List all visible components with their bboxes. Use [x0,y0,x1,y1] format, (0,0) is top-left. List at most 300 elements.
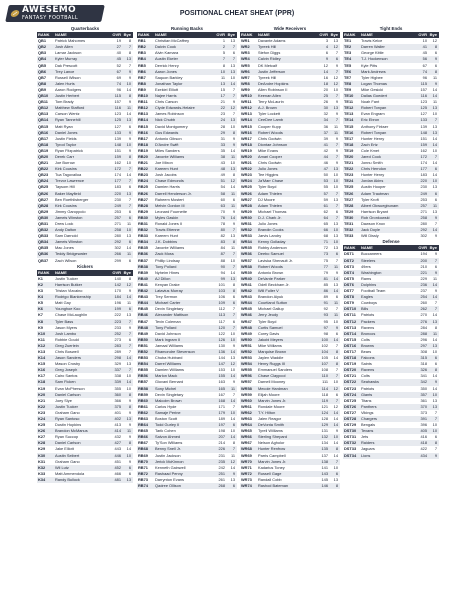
rank-cell: TE26 [344,190,354,196]
name-cell: Ryan Tannehill [55,117,81,123]
ovr-cell: 82 [220,233,225,239]
bye-cell: 7 [335,214,338,220]
bye-cell: 10 [126,452,131,458]
bye-cell: 12 [333,80,338,86]
rank-cell: K24 [38,416,46,421]
name-cell: Nick Chubb [155,117,176,123]
bye-cell: 14 [333,440,338,446]
ovr-cell: 110 [321,373,328,379]
name-cell: Texans [361,428,374,434]
ovr-cell: 144 [218,355,225,361]
name-cell: 49ers [361,263,371,269]
rank-cell: RB52 [138,348,148,354]
rank-cell: K15 [38,361,46,367]
rank-header: RANK [38,32,50,38]
name-cell: Cairo Santos [55,373,78,379]
bye-cell: 10 [432,178,437,184]
rank-cell: RB51 [138,342,148,348]
section-title-wide-receivers: Wide Receivers [240,26,340,32]
bye-cell: 10 [126,385,131,391]
ovr-cell: 196 [114,300,121,306]
bye-cell: 10 [432,391,437,397]
bye-cell: 6 [335,330,338,336]
bye-cell: 14 [333,336,338,342]
ovr-cell: 88 [220,257,225,263]
ovr-cell: 105 [321,355,328,361]
ovr-cell: 32 [323,111,328,117]
rank-cell: TE9 [344,86,352,92]
bye-cell: 9 [434,379,437,385]
rank-cell: WR70 [241,458,252,464]
name-cell: Matt Ryan [55,123,73,129]
rank-cell: RB2 [138,44,146,50]
bye-cell: 13 [230,68,235,74]
rank-cell: RB48 [138,324,148,330]
rank-cell: DST32 [344,440,357,446]
ovr-cell: 44 [323,153,328,159]
rank-cell: TE22 [344,166,354,172]
bye-cell: 10 [230,330,235,336]
name-cell: Giovani Bernard [155,379,184,385]
name-cell: Kareem Hunt [155,166,178,172]
section-title-defense: Defense [343,239,439,245]
ovr-cell: 396 [420,422,427,428]
name-cell: Vikings [361,409,374,415]
name-cell: Dolphins [361,281,377,287]
name-cell: Rams [361,275,372,281]
ovr-cell: 139 [114,135,121,141]
ovr-cell: 229 [420,275,427,281]
name-cell: Robby Anderson [258,245,287,251]
bye-cell: 10 [333,172,338,178]
ovr-cell: 38 [220,153,225,159]
bye-cell: 12 [230,178,235,184]
rank-cell: TE31 [344,221,354,226]
ovr-cell: 315 [420,355,427,361]
name-cell: Tyler Bass [55,318,74,324]
ovr-cell: 170 [114,288,121,294]
bye-cell: 7 [335,257,338,263]
bye-cell: 14 [230,184,235,190]
bye-cell: 10 [126,80,131,86]
bye-cell: 8 [232,129,235,135]
bye-cell: 9 [128,434,131,440]
bye-cell: 13 [333,105,338,111]
rank-cell: DST12 [344,318,357,324]
rank-cell: WR42 [241,288,252,294]
rank-cell: K28 [38,440,46,446]
bye-cell: 7 [232,391,235,397]
ovr-cell: 183 [420,172,427,178]
ovr-cell: 147 [218,361,225,367]
bye-cell: 14 [432,135,437,141]
rank-cell: RB12 [138,105,148,111]
ovr-cell: 148 [420,129,427,135]
te-list [343,38,439,239]
rank-cell: WR9 [241,86,250,92]
bye-cell: 7 [128,342,131,348]
ovr-cell: 96 [116,86,121,92]
rank-cell: RB29 [138,208,148,214]
bye-cell: 7 [434,416,437,421]
rank-cell: WR5 [241,62,250,68]
ovr-cell: 253 [114,208,121,214]
rank-cell: RB63 [138,416,148,421]
name-cell: Matt Ammendola [55,470,85,476]
name-cell: Randall Cobb [258,476,282,482]
bye-cell: 14 [230,397,235,403]
ovr-cell: 252 [114,330,121,336]
ovr-cell: 99 [220,275,225,281]
page-title: POSITIONAL CHEAT SHEAT (PPR) [179,10,295,17]
name-cell: Rodrigo Blankenship [55,294,91,300]
rank-cell: RB30 [138,214,148,220]
bye-cell: 6 [128,257,131,263]
ovr-cell: 292 [114,239,121,245]
ovr-cell: 78 [220,221,225,226]
bye-cell: 6 [434,50,437,56]
bye-cell: 10 [432,422,437,428]
ovr-cell: 391 [420,416,427,421]
ovr-cell: 41 [422,44,427,50]
name-cell: A.J. Brown [258,105,277,111]
rank-cell: WR67 [241,440,252,446]
bye-cell: 7 [128,348,131,354]
bye-cell: 7 [232,93,235,99]
name-cell: Nelson Agholor [258,440,285,446]
rank-cell: DST29 [344,422,357,428]
rank-cell: TE8 [344,80,352,86]
name-cell: Ronald Jones II [155,221,183,226]
ovr-cell: 83 [220,239,225,245]
ovr-cell: 139 [420,123,427,129]
rank-cell: RB20 [138,153,148,159]
rank-cell: QB34 [38,239,49,245]
bye-cell: 14 [126,355,131,361]
name-cell: Chris Godwin [258,135,282,141]
bye-cell: 12 [230,458,235,464]
bye-cell: 8 [434,440,437,446]
ovr-cell: 299 [114,257,121,263]
bye-cell: 8 [232,172,235,178]
ovr-cell: 260 [420,300,427,306]
name-cell: Chuba Hubbard [155,355,183,361]
bye-cell: 7 [335,202,338,208]
bye-cell: 6 [128,184,131,190]
bye-cell: 6 [434,62,437,68]
name-header: NAME [155,32,167,38]
ovr-cell: 184 [114,294,121,300]
rank-cell: RB74 [138,483,148,489]
name-cell: Marquise Brown [258,348,287,354]
bye-cell: 10 [230,74,235,80]
bye-cell: 13 [126,361,131,367]
bye-cell: 11 [230,385,235,391]
name-cell: Odell Beckham Jr. [258,281,290,287]
name-cell: Saints [361,361,372,367]
rank-cell: K16 [38,367,46,373]
name-cell: Dawson Knox [361,221,386,226]
name-cell: Evan McPherson [55,385,85,391]
name-cell: Panthers [361,403,377,409]
bye-cell: 11 [333,129,338,135]
rank-cell: WR41 [241,281,252,287]
name-cell: Melvin Gordon III [155,202,185,208]
ovr-cell: 72 [323,245,328,251]
name-cell: Antonio Gibson [155,135,182,141]
bye-cell: 10 [333,464,338,470]
name-cell: Derrick Henry [155,62,179,68]
bye-cell: 9 [128,422,131,428]
name-cell: Drew Lock [55,221,74,226]
name-cell: Carson Wentz [55,111,80,117]
rank-cell: RB7 [138,74,146,80]
name-cell: Phillip Lindsay [155,257,180,263]
name-cell: Kirk Cousins [55,202,77,208]
name-cell: Mike Williams [258,342,282,348]
rank-cell: DST10 [344,306,357,312]
name-cell: Devin Singletary [155,306,184,312]
bye-cell: 13 [432,403,437,409]
bye-cell: 8 [434,324,437,330]
bye-cell: 7 [128,367,131,373]
ovr-cell: 296 [420,336,427,342]
name-cell: Dallas Goedert [361,93,387,99]
bye-cell: 7 [335,117,338,123]
bye-cell: 13 [333,38,338,44]
name-cell: Daniel Jones [55,129,78,135]
name-cell: Robert Woods [258,263,283,269]
rank-cell: DST33 [344,446,357,452]
bye-cell: 7 [434,446,437,452]
rank-cell: DST30 [344,428,357,434]
name-cell: Henry Ruggs III [258,361,286,367]
name-cell: Eagles [361,294,373,300]
name-cell: Josh Lambo [55,330,77,336]
bye-cell: 6 [335,391,338,397]
ovr-cell: 15 [220,86,225,92]
name-cell: Parris Campbell [258,452,286,458]
bye-cell: 13 [432,318,437,324]
ovr-cell: 283 [114,342,121,348]
bye-cell: 13 [432,105,437,111]
ovr-cell: 106 [218,294,225,300]
rank-cell: QB28 [38,202,49,208]
ovr-cell: 124 [321,409,328,415]
bye-cell: 11 [432,99,437,105]
ovr-cell: 271 [420,208,427,214]
ovr-cell: 84 [220,245,225,251]
ovr-cell: 258 [420,214,427,220]
name-cell: Michael Thomas [258,208,287,214]
bye-cell: 11 [230,190,235,196]
rank-cell: RB39 [138,269,148,275]
name-cell: T.Y. Hilton [258,409,276,415]
bye-cell: 6 [335,208,338,214]
ovr-cell: 342 [420,379,427,385]
rank-cell: WR3 [241,50,250,56]
rank-cell: DST28 [344,416,357,421]
ovr-cell: 96 [422,74,427,80]
name-cell: Damien Harris [155,184,180,190]
ovr-cell: 257 [420,202,427,208]
bye-cell: 7 [232,403,235,409]
name-cell: Rondale Moore [258,403,285,409]
bye-cell: 7 [232,86,235,92]
rank-cell: WR30 [241,214,252,220]
bye-cell: 12 [230,361,235,367]
ovr-cell: 60 [220,196,225,202]
rank-cell: TE14 [344,117,354,123]
name-cell: Corey Davis [258,330,280,336]
rank-cell: WR64 [241,422,252,428]
name-cell: Brandon Aiyuk [258,294,284,300]
ovr-cell: 253 [420,196,427,202]
rank-cell: WR53 [241,355,252,361]
ovr-cell: 140 [114,275,121,281]
ovr-cell: 280 [114,233,121,239]
ovr-cell: 413 [114,422,121,428]
ovr-cell: 30 [323,105,328,111]
rank-cell: TE23 [344,172,354,178]
bye-cell: 8 [335,361,338,367]
rank-cell: RB5 [138,62,146,68]
name-cell: Colts [361,336,370,342]
ovr-cell: 1 [222,38,225,44]
ovr-cell: 2 [222,44,225,50]
name-cell: Chris Herndon [361,166,387,172]
ovr-cell: 370 [420,403,427,409]
ovr-cell: 93 [323,312,328,318]
bye-cell: 9 [335,269,338,275]
rank-cell: QB13 [38,111,49,117]
name-cell: Taysom Hill [55,184,75,190]
name-cell: CeeDee Lamb [258,117,284,123]
bye-cell: 7 [128,330,131,336]
rank-cell: WR34 [241,239,252,245]
name-header: NAME [361,245,373,251]
rank-cell: WR20 [241,153,252,159]
bye-cell: 8 [128,275,131,281]
name-cell: Bills [361,306,369,312]
name-cell: Seahawks [361,379,379,385]
ovr-cell: 121 [321,403,328,409]
ovr-cell: 157 [420,86,427,92]
name-cell: Curtis Samuel [258,324,283,330]
rank-cell: RB11 [138,99,148,105]
rank-cell: DST7 [344,288,354,294]
ovr-cell: 134 [321,440,328,446]
rank-cell: RB68 [138,446,148,452]
bye-cell: 14 [333,275,338,281]
name-cell: T.J. Hockenson [361,56,388,62]
name-cell: Joe Burrow [55,160,75,166]
section-title-tight-ends: Tight Ends [343,26,439,32]
name-cell: Courtland Sutton [258,300,288,306]
ovr-cell: 257 [114,214,121,220]
name-cell: Tyreek Hill [258,74,277,80]
name-cell: Colts [361,373,370,379]
ovr-cell: 292 [420,227,427,233]
bye-cell: 9 [335,99,338,105]
rank-cell: K22 [38,403,46,409]
ovr-cell: 159 [114,153,121,159]
ovr-cell: 198 [218,428,225,434]
rank-cell: QB20 [38,153,49,159]
name-cell: Diontae Johnson [258,141,288,147]
rank-cell: WR7 [241,74,250,80]
bye-cell: 8 [128,153,131,159]
bye-cell: 14 [126,86,131,92]
name-cell: Calvin Ridley [258,56,281,62]
ovr-cell: 35 [220,147,225,153]
rank-cell: WR21 [241,160,252,166]
bye-cell: 6 [232,50,235,56]
rank-cell: WR60 [241,397,252,403]
rank-cell: QB14 [38,117,49,123]
bye-cell: 14 [333,355,338,361]
bye-cell: 13 [230,62,235,68]
bye-cell: 10 [432,428,437,434]
bye-cell: 11 [333,263,338,269]
ovr-cell: 102 [321,342,328,348]
rank-cell: RB71 [138,464,148,470]
bye-cell: 7 [232,312,235,318]
name-cell: Brandin Cooks [258,227,284,233]
bye-cell: 13 [230,166,235,172]
name-cell: Aaron Jones [155,68,177,74]
ovr-cell: 40 [116,50,121,56]
rank-cell: WR10 [241,93,252,99]
rank-cell: QB6 [38,68,46,74]
name-header: NAME [55,32,67,38]
rank-cell: QB9 [38,86,46,92]
name-cell: Albert Okwuegbunam [361,202,399,208]
ovr-cell: 16 [323,74,328,80]
ovr-cell: 194 [420,251,427,257]
name-cell: Christian McCaffrey [155,38,190,44]
ovr-cell: 70 [220,208,225,214]
name-cell: Mark Andrews [361,68,386,74]
ovr-cell: 466 [114,470,121,476]
rank-cell: DST22 [344,379,357,385]
name-cell: Terry McLaurin [258,99,284,105]
bye-cell: 9 [335,62,338,68]
bye-cell: 13 [230,38,235,44]
ovr-cell: 151 [114,147,121,153]
rank-cell: WR36 [241,251,252,257]
name-cell: Mason Crosby [55,361,81,367]
rank-cell: WR73 [241,476,252,482]
bye-cell: 6 [434,434,437,440]
ovr-cell: 172 [420,153,427,159]
ovr-cell: 151 [420,135,427,141]
rank-cell: RB50 [138,336,148,342]
ovr-cell: 230 [114,196,121,202]
ovr-cell: 111 [322,379,328,385]
name-cell: Jason Myers [55,324,78,330]
name-cell: Jason Sanders [55,355,81,361]
bye-header: Bye [123,269,131,275]
name-cell: Chase Claypool [258,373,286,379]
bye-cell: 14 [333,288,338,294]
ovr-cell: 318 [420,361,427,367]
rank-cell: WR14 [241,117,252,123]
rank-cell: QB8 [38,80,46,86]
rank-cell: K17 [38,373,46,379]
ovr-cell: 26 [323,99,328,105]
ovr-cell: 414 [114,428,121,434]
